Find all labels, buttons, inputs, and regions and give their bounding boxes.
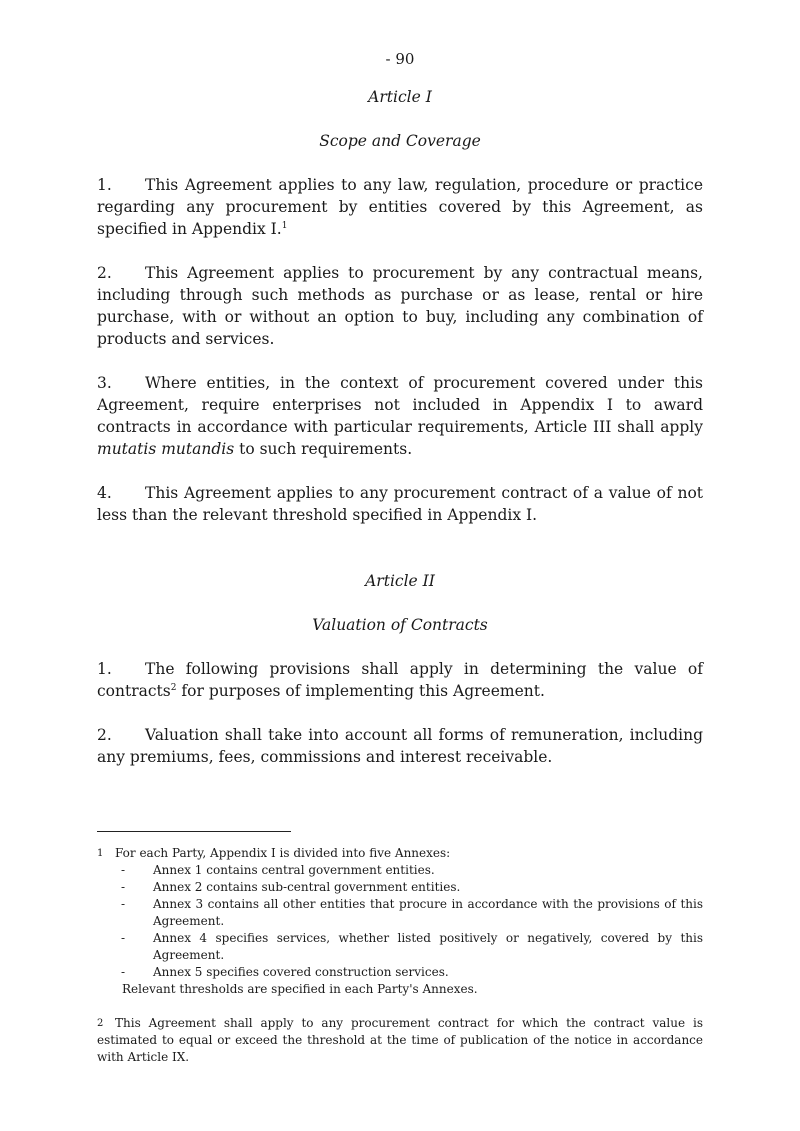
article-1-title: Article I xyxy=(368,88,432,106)
list-item-text: Annex 4 specifies services, whether listed positively or negatively, covered by this Agreement. xyxy=(153,931,703,962)
paragraph-number: 2. xyxy=(97,726,112,744)
annex-list xyxy=(97,862,703,981)
paragraph-text-end: to such requirements. xyxy=(234,440,413,458)
article-1-paragraph-3 xyxy=(97,372,703,460)
list-dash: - xyxy=(121,931,126,945)
footnote-intro: For each Party, Appendix I is divided into five Annexes: xyxy=(115,846,451,860)
article-2-subtitle: Valuation of Contracts xyxy=(312,616,488,634)
page-number: - 90 xyxy=(385,50,415,68)
article-2-paragraph-2 xyxy=(97,724,703,768)
paragraph-number: 2. xyxy=(97,264,112,282)
article-1-paragraph-4 xyxy=(97,482,703,526)
paragraph-number: 1. xyxy=(97,660,112,678)
article-2-paragraph-1 xyxy=(97,658,703,702)
paragraph-text: The following provisions shall apply in determining the value of contracts xyxy=(97,660,703,700)
paragraph-text: This Agreement applies to any procurement contract of a value of not less than the relevant threshold specified in Appendix I. xyxy=(97,484,703,524)
list-item-text: Annex 3 contains all other entities that procure in accordance with the provisions of this Agreement. xyxy=(153,897,703,928)
document-body xyxy=(97,86,703,768)
footnote-text: This Agreement shall apply to any procurement contract for which the contract value is estimated to equal or exceed the threshold at the time of publication of the notice in accordance with Article IX. xyxy=(97,1016,703,1064)
footnote-tail: Relevant thresholds are specified in each Party's Annexes. xyxy=(122,982,478,996)
paragraph-text: This Agreement applies to procurement by any contractual means, including through such methods as purchase or as lease, rental or hire purchase, with or without an option to buy, including any combination of products and services. xyxy=(97,264,703,348)
footnote-reference-2: 2 xyxy=(170,682,177,693)
article-1-paragraph-1 xyxy=(97,174,703,240)
list-item xyxy=(97,879,703,896)
paragraph-number: 3. xyxy=(97,374,112,392)
list-item-text: Annex 1 contains central government entities. xyxy=(153,863,435,877)
paragraph-number: 4. xyxy=(97,484,112,502)
list-item xyxy=(97,964,703,981)
article-1-paragraph-2 xyxy=(97,262,703,350)
footnote-reference-1: 1 xyxy=(281,220,288,231)
footnote-1 xyxy=(97,845,703,998)
list-dash: - xyxy=(121,965,126,979)
article-2-title: Article II xyxy=(365,572,435,590)
article-1-subtitle: Scope and Coverage xyxy=(319,132,481,150)
list-item-text: Annex 2 contains sub-central government entities. xyxy=(153,880,461,894)
list-item-text: Annex 5 specifies covered construction services. xyxy=(153,965,449,979)
list-dash: - xyxy=(121,897,126,911)
paragraph-text: This Agreement applies to any law, regulation, procedure or practice regarding any procurement by entities covered by this Agreement, as specified in Appendix I. xyxy=(97,176,703,238)
paragraph-text-end: for purposes of implementing this Agreement. xyxy=(176,682,545,700)
list-item xyxy=(97,896,703,930)
paragraph-italic-text: mutatis mutandis xyxy=(97,440,235,458)
paragraph-text: Valuation shall take into account all forms of remuneration, including any premiums, fees, commissions and interest receivable. xyxy=(97,726,703,766)
list-item xyxy=(97,930,703,964)
list-dash: - xyxy=(121,863,126,877)
paragraph-text: Where entities, in the context of procurement covered under this Agreement, require enterprises not included in Appendix I to award contracts in accordance with particular requirements, Article III shall apply xyxy=(97,374,703,436)
list-dash: - xyxy=(121,880,126,894)
list-item xyxy=(97,862,703,879)
footnotes xyxy=(97,845,703,1066)
footnote-2 xyxy=(97,1015,703,1066)
paragraph-number: 1. xyxy=(97,176,112,194)
footnote-separator xyxy=(97,831,291,832)
footnote-mark: 2 xyxy=(97,1018,104,1029)
footnote-mark: 1 xyxy=(97,848,104,859)
